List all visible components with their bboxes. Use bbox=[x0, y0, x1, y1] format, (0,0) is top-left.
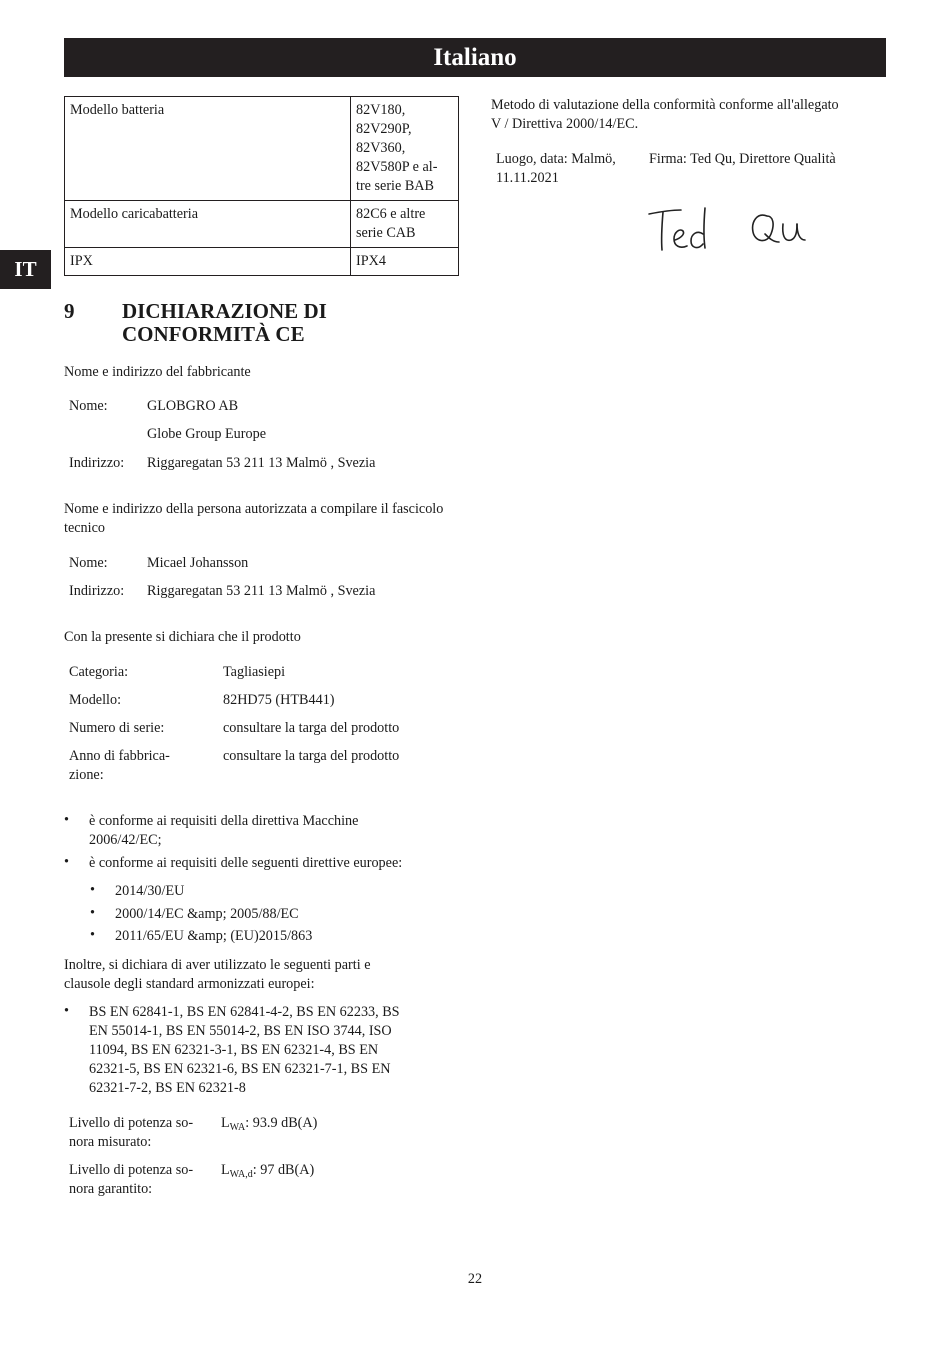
year-value: consultare la targa del prodotto bbox=[223, 748, 400, 764]
directive-item: 2011/65/EU &amp; (EU)2015/863 bbox=[115, 928, 313, 944]
bullet-marker: • bbox=[64, 812, 69, 828]
standards-list: BS EN 62841-1, BS EN 62841-4-2, BS EN 62233, BS EN 55014-1, BS EN 55014-2, BS EN ISO 3744, ISO 11094, BS EN 62321-3-1, BS EN 62321-4, BS EN 62321-5, BS EN 62321-6, BS EN 62321-7-1, BS EN 62321-7-2, BS EN 62321-8 bbox=[89, 1004, 400, 1096]
standards-intro: Inoltre, si dichiara di aver utilizzato le seguenti parti e clausole degli standard armonizzati europei: bbox=[64, 957, 371, 992]
spec-table bbox=[64, 96, 459, 276]
sound-guaranteed-label: Livello di potenza so- nora garantito: bbox=[69, 1162, 194, 1197]
model-value: 82HD75 (HTB441) bbox=[223, 692, 335, 708]
category-label: Categoria: bbox=[69, 664, 129, 680]
conformity-bullet: è conforme ai requisiti della direttiva Macchine 2006/42/EC; bbox=[89, 813, 359, 848]
bullet-marker: • bbox=[64, 1003, 69, 1019]
manufacturer-name: GLOBGRO AB bbox=[147, 398, 239, 414]
year-label: Anno di fabbrica- zione: bbox=[69, 748, 170, 783]
sound-guaranteed-value: $L_{WA,d}$: 97 dB(A) bbox=[221, 1162, 315, 1180]
table-row bbox=[65, 248, 459, 276]
manufacturer-address-label: Indirizzo: bbox=[69, 455, 125, 471]
table-cell-value: IPX4 bbox=[351, 248, 459, 276]
table-row bbox=[65, 97, 459, 201]
table-cell-label: IPX bbox=[65, 248, 351, 276]
manufacturer-address: Riggaregatan 53 211 13 Malmö , Svezia bbox=[147, 455, 376, 471]
manufacturer-name-line2: Globe Group Europe bbox=[147, 426, 266, 442]
signature-label: Firma: Ted Qu, Direttore Qualità bbox=[649, 151, 836, 167]
section-number: 9 bbox=[64, 299, 75, 323]
table-cell-label: Modello caricabatteria bbox=[65, 201, 351, 248]
section-title: DICHIARAZIONE DI CONFORMITÀ CE bbox=[122, 299, 327, 346]
authorized-intro: Nome e indirizzo della persona autorizzata a compilare il fascicolo tecnico bbox=[64, 501, 444, 536]
authorized-name-label: Nome: bbox=[69, 555, 108, 571]
authorized-address: Riggaregatan 53 211 13 Malmö , Svezia bbox=[147, 583, 376, 599]
language-tab-label: IT bbox=[14, 257, 37, 281]
place-date: Luogo, data: Malmö, 11.11.2021 bbox=[496, 151, 616, 186]
header-title: Italiano bbox=[433, 43, 517, 71]
handwritten-signature bbox=[645, 200, 820, 260]
sound-measured-value: $L_{WA}$: 93.9 dB(A) bbox=[221, 1115, 318, 1133]
conformity-bullet: è conforme ai requisiti delle seguenti direttive europee: bbox=[89, 855, 403, 871]
language-tab bbox=[0, 250, 51, 289]
manufacturer-name-label: Nome: bbox=[69, 398, 108, 414]
conformity-method: Metodo di valutazione della conformità conforme all'allegato V / Direttiva 2000/14/EC. bbox=[491, 97, 839, 132]
authorized-address-label: Indirizzo: bbox=[69, 583, 125, 599]
page-number: 22 bbox=[467, 1271, 483, 1287]
bullet-marker: • bbox=[90, 905, 95, 921]
authorized-name: Micael Johansson bbox=[147, 555, 249, 571]
table-row bbox=[65, 201, 459, 248]
directive-item: 2000/14/EC &amp; 2005/88/EC bbox=[115, 906, 299, 922]
sound-measured-label: Livello di potenza so- nora misurato: bbox=[69, 1115, 194, 1150]
table-cell-value: 82C6 e altre serie CAB bbox=[351, 201, 459, 248]
serial-label: Numero di serie: bbox=[69, 720, 165, 736]
manufacturer-intro: Nome e indirizzo del fabbricante bbox=[64, 364, 251, 380]
directive-item: 2014/30/EU bbox=[115, 883, 185, 899]
table-cell-value: 82V180, 82V290P, 82V360, 82V580P e al- tre serie BAB bbox=[351, 97, 459, 201]
category-value: Tagliasiepi bbox=[223, 664, 286, 680]
page-language-header bbox=[64, 38, 886, 77]
declaration-intro: Con la presente si dichiara che il prodotto bbox=[64, 629, 301, 645]
bullet-marker: • bbox=[64, 854, 69, 870]
bullet-marker: • bbox=[90, 927, 95, 943]
serial-value: consultare la targa del prodotto bbox=[223, 720, 400, 736]
table-cell-label: Modello batteria bbox=[65, 97, 351, 201]
model-label: Modello: bbox=[69, 692, 122, 708]
bullet-marker: • bbox=[90, 882, 95, 898]
